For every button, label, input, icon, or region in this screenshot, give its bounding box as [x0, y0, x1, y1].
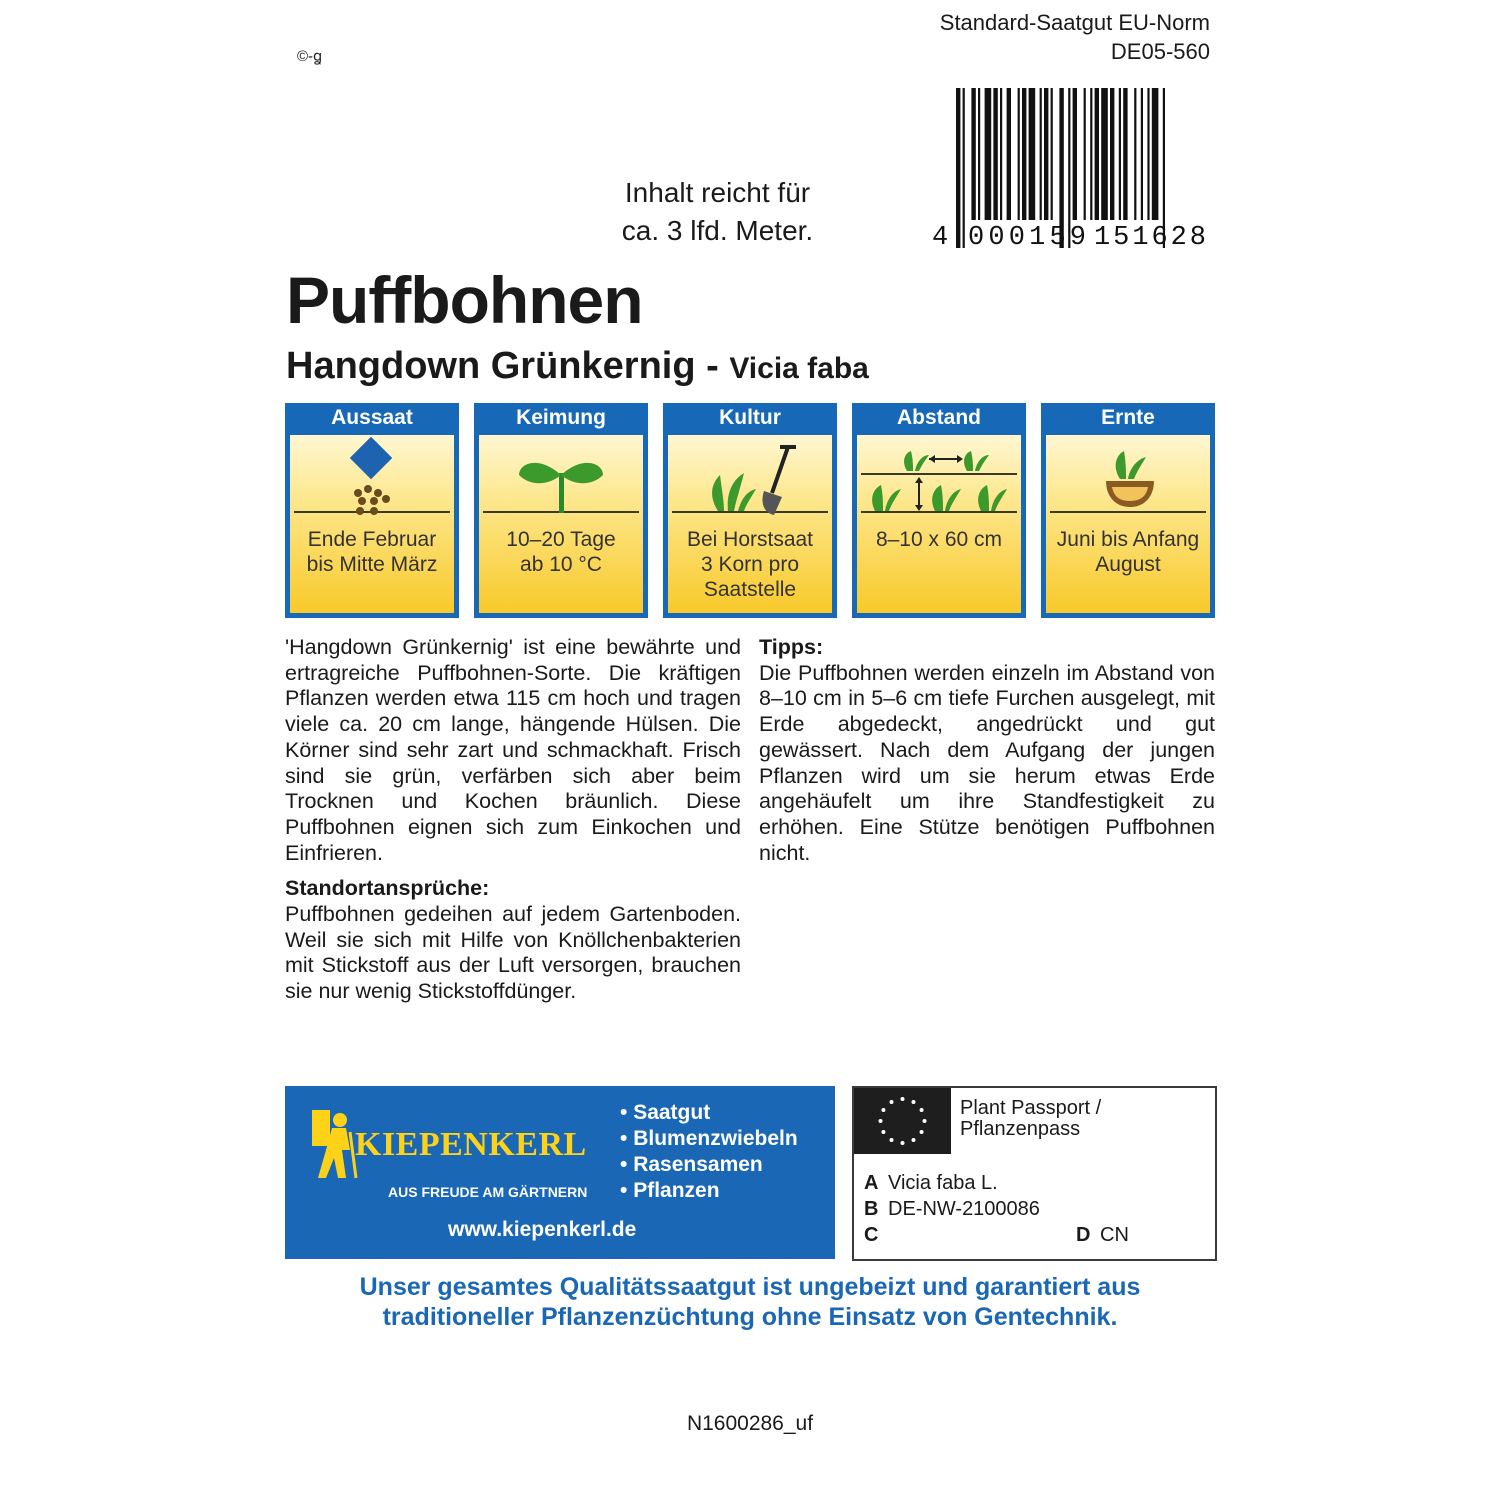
card-ernte [1041, 403, 1215, 618]
card-aussaat [285, 403, 459, 618]
content-note-line2: ca. 3 lfd. Meter. [621, 215, 814, 246]
content-note-line1: Inhalt reicht für [624, 177, 811, 208]
spade-plant-icon [668, 435, 832, 517]
tips-heading: Tipps: [759, 635, 824, 659]
passport-label-b: B [864, 1198, 879, 1220]
card-kultur [663, 403, 837, 618]
subtitle-separator: - [695, 345, 730, 387]
norm-code: DE05-560 [1110, 39, 1210, 64]
passport-row-d [1076, 1222, 1129, 1248]
card-text-line: 10–20 Tage [506, 528, 616, 551]
seed-standard-note [940, 8, 1210, 66]
card-text-line: ab 10 °C [520, 553, 602, 576]
card-text-line: bis Mitte März [306, 553, 438, 576]
location-text: Puffbohnen gedeihen auf jedem Gartenboden. Weil sie sich mit Hilfe von Knöllchenbakterien mit Stickstoff aus der Luft versorgen, brauchen sie nur wenig Stickstoffdünger. [285, 902, 741, 1004]
barcode [930, 86, 1215, 251]
latin-name: Vicia faba [729, 352, 869, 385]
brand-product-item: • Rasensamen [620, 1152, 798, 1178]
brand-product-list [620, 1100, 798, 1204]
eu-flag-icon [854, 1088, 951, 1154]
location-heading: Standortansprüche: [285, 876, 490, 901]
card-title: Keimung [516, 406, 606, 429]
passport-value-a: Vicia faba L. [888, 1172, 998, 1194]
brand-website-link[interactable]: www.kiepenkerl.de [448, 1218, 637, 1241]
info-cards [285, 403, 1215, 618]
plant-passport-title-line: Plant Passport / [960, 1097, 1102, 1119]
card-text-line: Saatstelle [703, 578, 797, 601]
spacing-icon [857, 435, 1021, 517]
card-text-line: 8–10 x 60 cm [875, 528, 1003, 551]
norm-line: Standard-Saatgut EU-Norm [939, 10, 1210, 35]
variety-name: Hangdown Grünkernig [286, 345, 696, 387]
plant-passport-title-line: Pflanzenpass [960, 1118, 1081, 1140]
product-title: Puffbohnen [286, 263, 643, 337]
barcode-digits-right: 151628 [1094, 223, 1206, 251]
passport-row-c [864, 1222, 888, 1248]
card-keimung [474, 403, 648, 618]
wanderer-logo-icon [306, 1104, 358, 1184]
brand-product-item: • Pflanzen [620, 1178, 798, 1204]
barcode-digit-first: 4 [932, 223, 949, 251]
barcode-digits-left: 000159 [968, 223, 1086, 251]
quality-line: Unser gesamtes Qualitätssaatgut ist ungebeizt und garantiert aus [359, 1273, 1141, 1301]
passport-value-d: CN [1100, 1224, 1129, 1246]
card-text-line: Ende Februar [307, 528, 437, 551]
card-title: Abstand [897, 406, 981, 429]
tips-text: Die Puffbohnen werden einzeln im Abstand von 8–10 cm in 5–6 cm tiefe Furchen ausgelegt, mit Erde abgedeckt, angedrückt und gut gewässert. Nach dem Aufgang der jungen Pflanzen wird um sie herum etwas Erde angehäufelt um ihre Standfestigkeit zu erhöhen. Eine Stütze benötigen Puffbohnen nicht. [759, 660, 1215, 865]
quality-line: traditioneller Pflanzenzüchtung ohne Einsatz von Gentechnik. [382, 1303, 1118, 1331]
card-text-line: 3 Korn pro [700, 553, 800, 576]
card-abstand [852, 403, 1026, 618]
content-note [600, 174, 835, 250]
brand-product-item: • Blumenzwiebeln [620, 1126, 798, 1152]
description-text: 'Hangdown Grünkernig' ist eine bewährte und ertragreiche Puffbohnen-Sorte. Die kräftigen Pflanzen werden etwa 115 cm hoch und tragen viele ca. 20 cm lange, hängende Hülsen. Die Körner sind sehr zart und schmackhaft. Frisch sind sie grün, verfärben sich aber beim Trocknen und Kochen bräunlich. Diese Puffbohnen eignen sich zum Einkochen und Einfrieren. [285, 635, 741, 865]
passport-label-c: C [864, 1224, 879, 1246]
seedling-icon [479, 435, 643, 517]
brand-product-item: • Saatgut [620, 1100, 798, 1126]
card-text-line: Bei Horstsaat [686, 528, 814, 551]
product-subtitle [286, 340, 869, 395]
card-text-line: August [1095, 553, 1161, 576]
harvest-bowl-icon [1046, 435, 1210, 517]
tips-column [759, 635, 1215, 866]
plant-passport-title [960, 1098, 1101, 1140]
quality-statement [285, 1272, 1215, 1332]
seed-packet-icon [290, 435, 454, 517]
passport-row-a [864, 1170, 998, 1196]
passport-label-d: D [1076, 1224, 1091, 1246]
passport-label-a: A [864, 1172, 879, 1194]
print-code: N1600286_uf [686, 1412, 814, 1435]
copyright-mark: ©-ꬶ [297, 48, 323, 65]
card-title: Kultur [719, 406, 781, 429]
passport-row-b [864, 1196, 1040, 1222]
description-column [285, 635, 741, 1005]
card-title: Ernte [1101, 406, 1155, 429]
passport-value-b: DE-NW-2100086 [888, 1198, 1040, 1220]
brand-slogan: AUS FREUDE AM GÄRTNERN [388, 1184, 588, 1200]
card-title: Aussaat [331, 406, 413, 429]
card-text-line: Juni bis Anfang [1056, 528, 1200, 551]
brand-name: KIEPENKERL [355, 1126, 587, 1163]
